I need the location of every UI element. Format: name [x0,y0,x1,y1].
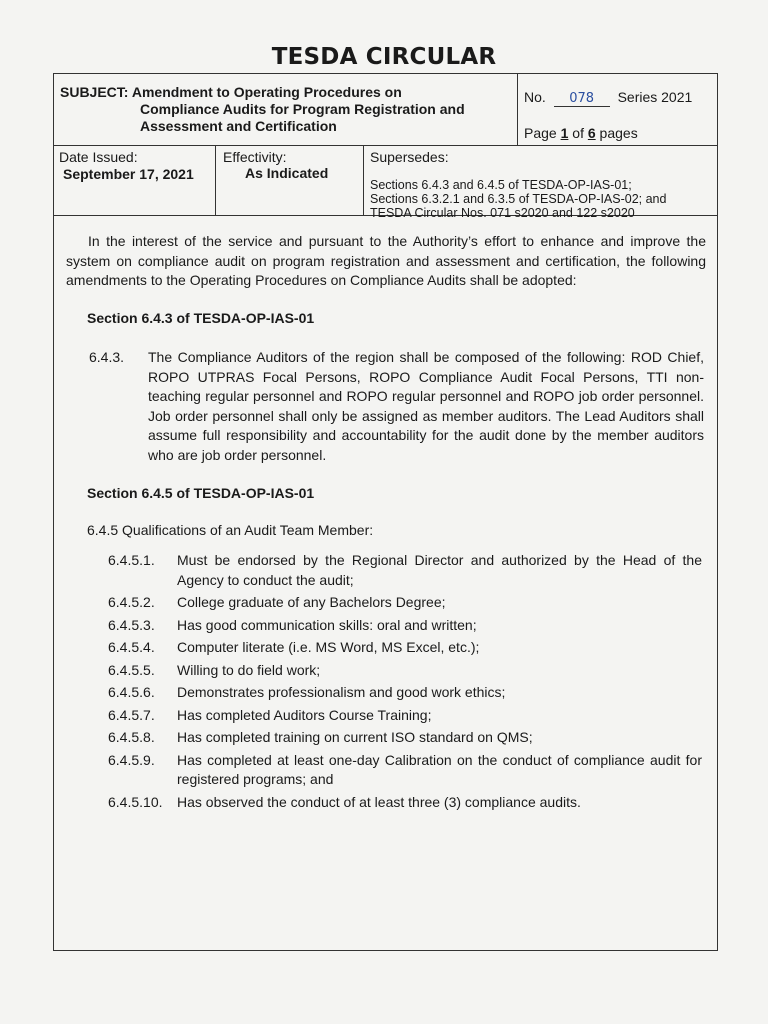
page-of: of [572,125,584,141]
item-number: 6.4.5.8. [108,729,155,745]
circular-header-table [53,73,718,220]
item-text: Must be endorsed by the Regional Director and authorized by the Head of the Agency to conduct the audit; [177,552,702,588]
page-number: 1 [560,125,569,141]
header-divider [54,145,717,146]
page-prefix: Page [524,125,557,141]
subject-label: SUBJECT: [60,84,129,100]
item-number: 6.4.5.2. [108,594,155,610]
series-label: Series 2021 [617,89,693,105]
list-item [108,593,702,613]
list-item [108,551,702,590]
supersedes-line: Sections 6.3.2.1 and 6.3.5 of TESDA-OP-IAS-02; and [370,192,667,206]
item-text: Has completed Auditors Course Training; [177,706,432,723]
item-number: 6.4.5.6. [108,684,155,700]
list-item [108,638,702,658]
circular-number [524,89,692,107]
list-item [108,793,702,813]
list-item [108,616,702,636]
header-divider [363,145,364,216]
item-text: Computer literate (i.e. MS Word, MS Excel, etc.); [177,639,480,655]
intro-paragraph: In the interest of the service and pursuant to the Authority’s effort to enhance and improve the system on compliance audit on program registration and assessment and certification, the following amendments to the Operating Procedures on Compliance Audits shall be adopted: [66,233,706,288]
item-text: Has completed training on current ISO standard on QMS; [177,729,533,745]
qualifications-heading: 6.4.5 Qualifications of an Audit Team Member: [87,522,374,538]
list-item [108,683,702,703]
item-text: Willing to do field work; [177,661,321,678]
number-label: No. [524,89,546,105]
subject-line-2: Compliance Audits for Program Registration and [140,101,465,117]
page-total: 6 [587,125,596,141]
supersedes-label: Supersedes: [370,149,449,165]
item-number: 6.4.5.1. [108,552,155,568]
supersedes-list [370,178,666,220]
page-indicator [524,125,638,141]
section-text: The Compliance Auditors of the region shall be composed of the following: ROD Chief, ROPO UTPRAS Focal Persons, ROPO Compliance Audit Focal Persons, TTI non-teaching regular personnel and ROPO regular personnel and ROPO job order personnel. Job order personnel shall only be assigned as member auditors. The Lead Auditors shall assume full responsibility and accountability for the audit done by the member auditors who are job order personnel. [148,349,704,463]
section-heading-6-4-3: Section 6.4.3 of TESDA-OP-IAS-01 [87,310,315,326]
header-divider [215,145,216,216]
item-number: 6.4.5.3. [108,616,155,633]
item-text: Has good communication skills: oral and written; [177,616,477,633]
list-item [108,661,702,681]
item-number: 6.4.5.5. [108,661,155,678]
subject-line-1: Amendment to Operating Procedures on [131,84,402,100]
item-text: Demonstrates professionalism and good work ethics; [177,684,506,700]
number-value: 078 [554,91,610,107]
document-title: TESDA CIRCULAR [271,44,497,70]
date-issued-value: September 17, 2021 [63,166,194,182]
effectivity-value: As Indicated [245,165,329,181]
effectivity-label: Effectivity: [223,149,287,165]
item-text: Has observed the conduct of at least three (3) compliance audits. [177,793,581,810]
supersedes-line: Sections 6.4.3 and 6.4.5 of TESDA-OP-IAS-01; [370,178,632,192]
item-text: College graduate of any Bachelors Degree; [177,594,446,610]
item-number: 6.4.5.7. [108,706,155,723]
supersedes-line: TESDA Circular Nos. 071 s2020 and 122 s2020 [370,206,635,220]
header-divider [517,74,518,145]
date-issued-label: Date Issued: [59,149,138,165]
qualifications-list [108,551,702,815]
list-item [108,706,702,726]
item-number: 6.4.5.9. [108,751,155,768]
list-item [108,751,702,790]
section-6-4-3-paragraph [89,348,704,465]
subject-block [60,84,510,135]
subject-line-3: Assessment and Certification [140,118,337,134]
section-number: 6.4.3. [89,349,125,365]
item-number: 6.4.5.10. [108,793,163,810]
item-text: Has completed at least one-day Calibration on the conduct of compliance audit for registered programs; and [177,751,702,787]
list-item [108,728,702,748]
page-suffix: pages [599,125,638,141]
section-heading-6-4-5: Section 6.4.5 of TESDA-OP-IAS-01 [87,485,315,501]
item-number: 6.4.5.4. [108,639,155,655]
